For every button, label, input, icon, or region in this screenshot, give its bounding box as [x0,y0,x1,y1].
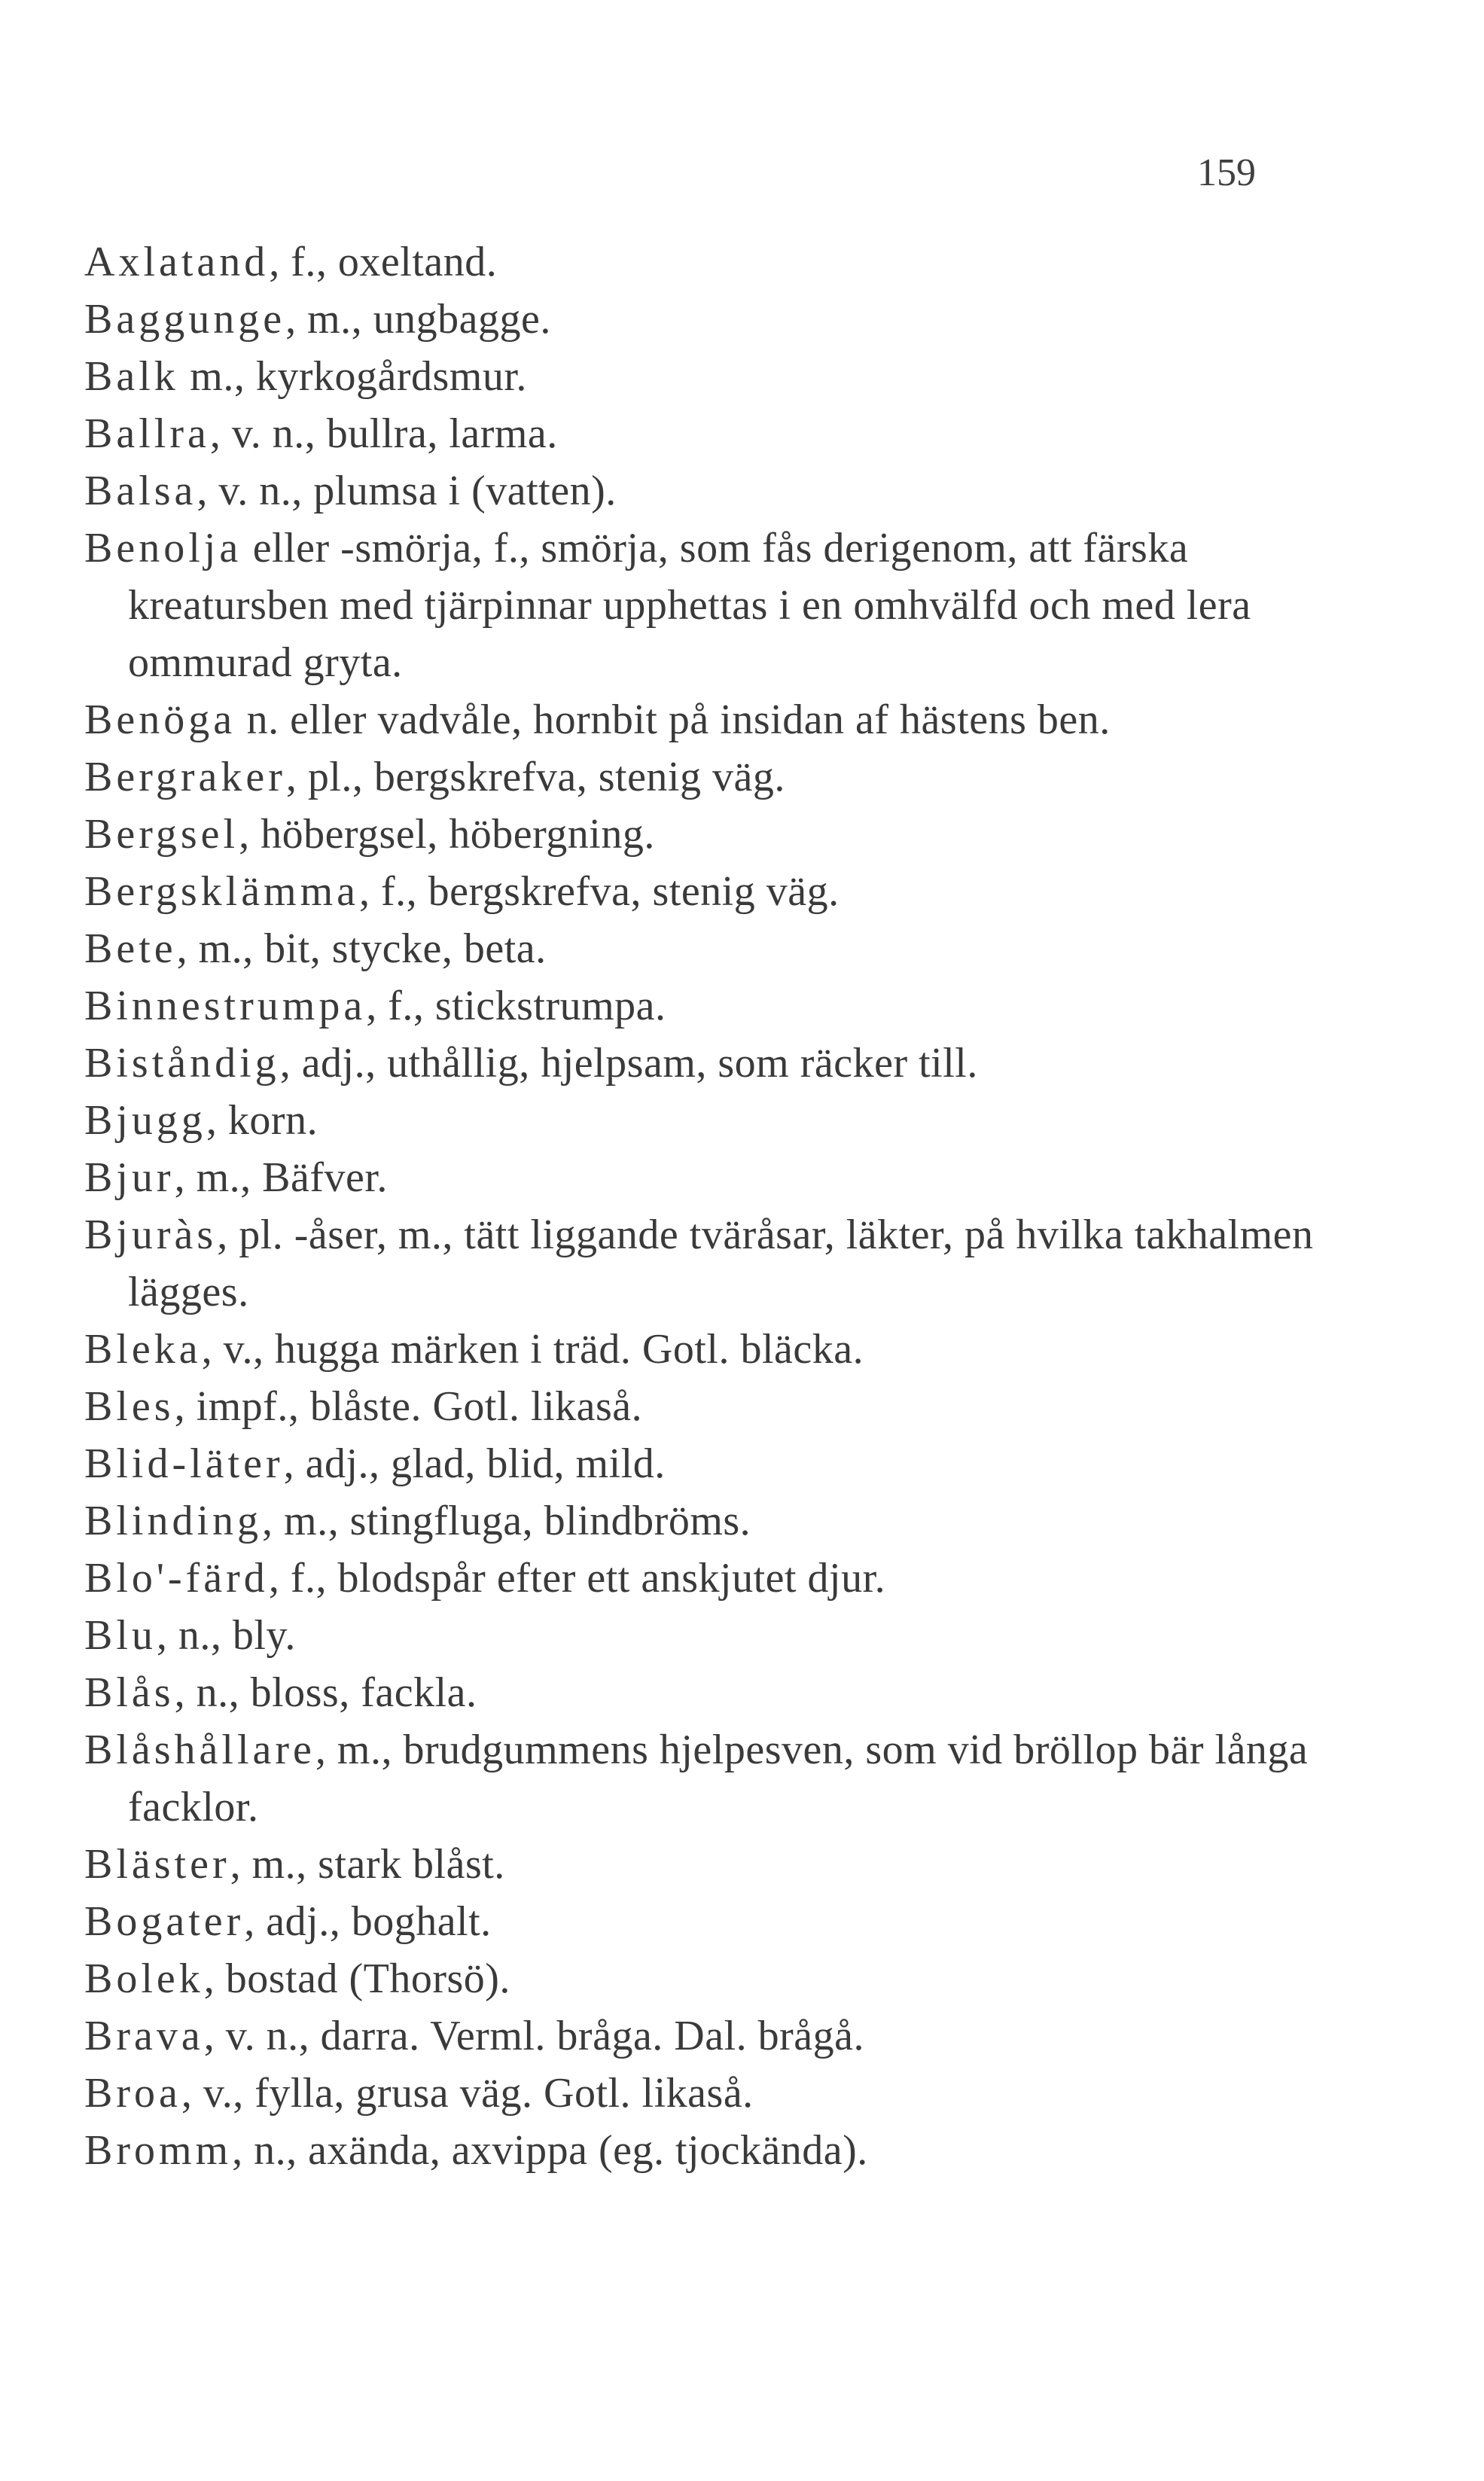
entry-definition: , m., Bäfver. [174,1154,388,1201]
entry-headword: Balk [84,353,179,400]
entry-headword: Blu [84,1612,157,1659]
entry-definition: , f., blodspår efter ett anskjutet djur. [268,1555,886,1602]
entry-definition: , v., hugga märken i träd. Gotl. bläcka. [201,1326,864,1373]
dictionary-entry [84,233,1364,291]
entry-definition: , korn. [206,1097,318,1144]
dictionary-entry [84,748,1364,806]
entry-headword: Benolja [84,525,242,571]
entry-definition: , f., bergskrefva, stenig väg. [359,868,840,915]
dictionary-entry [84,520,1364,691]
entry-definition: , v. n., bullra, larma. [209,410,558,457]
page-number: 159 [1197,151,1256,194]
entry-headword: Bleka [84,1326,202,1373]
entry-headword: Bogater [84,1898,245,1945]
entry-headword: Bläster [84,1841,230,1888]
dictionary-entry [84,691,1364,748]
entry-headword: Blås [84,1669,175,1716]
entry-definition: , höbergsel, höbergning. [239,811,655,858]
entry-definition: , adj., boghalt. [244,1898,492,1945]
dictionary-entry [84,291,1364,348]
entry-definition: , pl. -åser, m., tätt liggande tväråsar, läkter, på hvilka takhalmen lägges. [128,1212,1314,1315]
dictionary-entry [84,1435,1364,1492]
entry-headword: Bjugg [84,1097,206,1144]
entry-definition: eller -smörja, f., smörja, som fås derigenom, att färska kreatursben med tjärpinnar upphettas i en omhvälfd och med lera ommurad gryta. [128,525,1251,686]
entry-headword: Blinding [84,1498,263,1544]
entry-headword: Bromm [84,2127,233,2174]
dictionary-entry [84,348,1364,405]
entry-headword: Blåshållare [84,1727,315,1773]
entry-definition: , m., stingfluga, blindbröms. [262,1498,751,1544]
entry-headword: Ballra [84,410,210,457]
dictionary-entry [84,462,1364,520]
entry-definition: , m., stark blåst. [230,1841,505,1888]
dictionary-entry [84,1092,1364,1149]
dictionary-entry [84,1893,1364,1950]
entry-headword: Biståndig [84,1040,280,1087]
entry-definition: , f., stickstrumpa. [366,983,666,1029]
dictionary-entry [84,1035,1364,1092]
entry-headword: Bolek [84,1955,204,2002]
dictionary-entry [84,2122,1364,2179]
dictionary-entry [84,863,1364,920]
entry-definition: , n., axända, axvippa (eg. tjockända). [232,2127,868,2174]
dictionary-entry [84,1206,1364,1321]
dictionary-entry [84,1321,1364,1378]
entry-definition: , n., bloss, fackla. [174,1669,477,1716]
dictionary-entry [84,1492,1364,1550]
entry-headword: Bergsel [84,811,239,858]
entry-headword: Binnestrumpa [84,983,367,1029]
entry-definition: , m., bit, stycke, beta. [176,925,547,972]
entry-definition: m., kyrkogårdsmur. [178,353,527,400]
entry-headword: Bergraker [84,754,286,800]
entry-headword: Bergsklämma [84,868,360,915]
entry-definition: , adj., glad, blid, mild. [283,1440,666,1487]
entry-headword: Bles [84,1383,175,1430]
dictionary-entry [84,2007,1364,2065]
entry-definition: , impf., blåste. Gotl. likaså. [174,1383,643,1430]
entry-definition: , pl., bergskrefva, stenig väg. [285,754,785,800]
entry-definition: , v., fylla, grusa väg. Gotl. likaså. [181,2070,754,2117]
entry-headword: Bjur [84,1154,175,1201]
entry-headword: Bete [84,925,177,972]
entry-definition: , bostad (Thorsö). [203,1955,510,2002]
dictionary-entry [84,977,1364,1035]
dictionary-entry-list [84,233,1364,2179]
entry-headword: Balsa [84,468,197,514]
entry-definition: , v. n., darra. Verml. bråga. Dal. brågå. [203,2013,865,2059]
entry-headword: Baggunge [84,296,286,343]
entry-definition: , n., bly. [156,1612,296,1659]
dictionary-entry [84,920,1364,977]
dictionary-entry [84,1149,1364,1206]
dictionary-entry [84,1664,1364,1721]
entry-definition: , v. n., plumsa i (vatten). [197,468,617,514]
entry-headword: Blid-läter [84,1440,284,1487]
dictionary-entry [84,1836,1364,1893]
entry-headword: Benöga [84,696,236,743]
dictionary-entry [84,1950,1364,2007]
dictionary-entry [84,1378,1364,1435]
entry-definition: , m., ungbagge. [285,296,551,343]
dictionary-entry [84,405,1364,462]
entry-headword: Blo'-färd [84,1555,269,1602]
dictionary-entry [84,1721,1364,1836]
dictionary-entry [84,2065,1364,2122]
dictionary-entry [84,1550,1364,1607]
entry-headword: Broa [84,2070,181,2117]
entry-definition: , m., brudgummens hjelpesven, som vid bröllop bär långa facklor. [128,1727,1309,1830]
dictionary-entry [84,806,1364,863]
entry-headword: Axlatand [84,239,270,285]
entry-headword: Brava [84,2013,204,2059]
entry-definition: , f., oxeltand. [269,239,498,285]
dictionary-entry [84,1607,1364,1664]
entry-definition: n. eller vadvåle, hornbit på insidan af hästens ben. [236,696,1111,743]
entry-definition: , adj., uthållig, hjelpsam, som räcker till. [279,1040,978,1087]
entry-headword: Bjuràs [84,1212,218,1258]
